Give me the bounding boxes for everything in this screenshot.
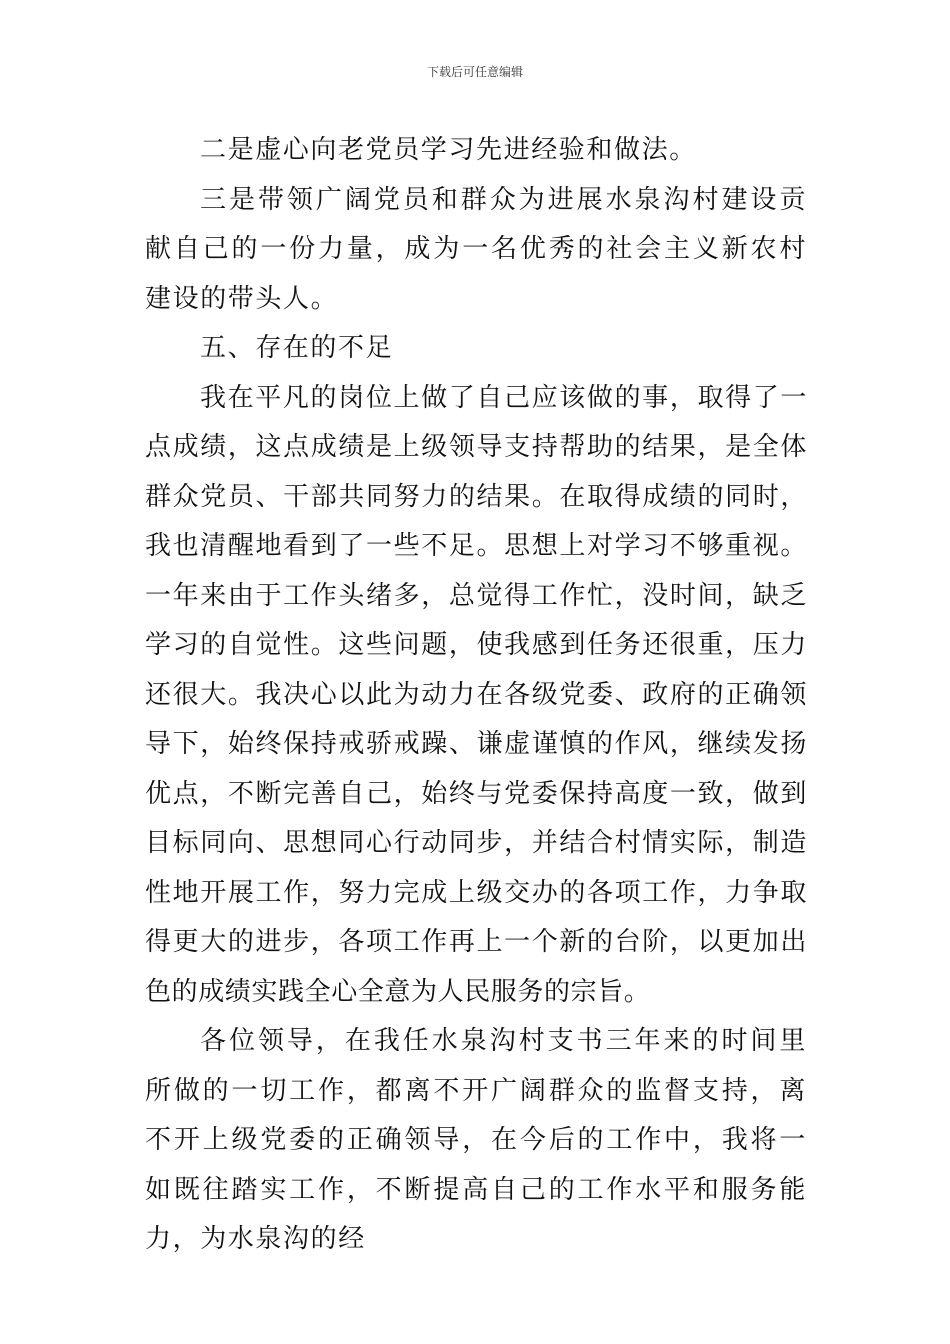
section-heading-shortcomings: 五、存在的不足 — [200, 333, 394, 363]
paragraph-learning: 二是虚心向老党员学习先进经验和做法。 — [200, 135, 697, 165]
paragraph-shortcomings: 我在平凡的岗位上做了自己应该做的事，取得了一点成绩，这点成绩是上级领导支持帮助的结果，是全体群众党员、干部共同努力的结果。在取得成绩的同时，我也清醒地看到了一些不足。思想上对学习不够重视。一年来由于工作头绪多，总觉得工作忙，没时间，缺乏学习的自觉性。这些问题，使我感到任务还很重，压力还很大。我决心以此为动力在各级党委、政府的正确领导下，始终保持戒骄戒躁、谦虚谨慎的作风，继续发扬优点，不断完善自己，始终与党委保持高度一致，做到目标同向、思想同心行动同步，并结合村情实际，制造性地开展工作，努力完成上级交办的各项工作，力争取得更大的进步，各项工作再上一个新的台阶，以更加出色的成绩实践全心全意为人民服务的宗旨。 — [145, 382, 807, 1007]
paragraph-closing: 各位领导，在我任水泉沟村支书三年来的时间里所做的一切工作，都离不开广阔群众的监督支持，离不开上级党委的正确领导，在今后的工作中，我将一如既往踏实工作，不断提高自己的工作水平和服务能力，为水泉沟的经 — [145, 1026, 807, 1254]
paragraph-leading: 三是带领广阔党员和群众为进展水泉沟村建设贡献自己的一份力量，成为一名优秀的社会主义新农村建设的带头人。 — [145, 184, 807, 314]
page-header-note: 下载后可任意编辑 — [426, 65, 523, 79]
document-body — [145, 126, 807, 1265]
